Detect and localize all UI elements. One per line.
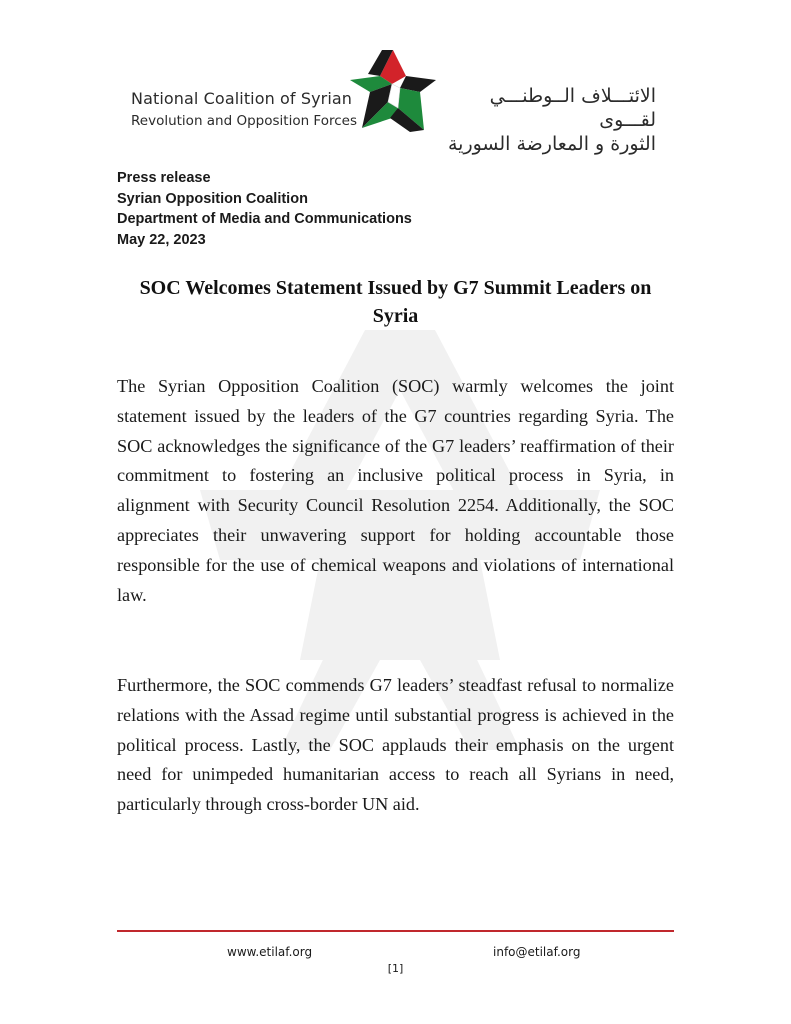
press-release-meta (117, 168, 412, 250)
body-paragraph-2: Furthermore, the SOC commends G7 leaders’ steadfast refusal to normalize relations with the Assad regime until substantial progress is achieved in the political process. Lastly, the SOC applauds their emphasis on the urgent need for unimpeded humanitarian access to reach all Syrians in need, particularly through cross-border UN aid. (117, 675, 674, 815)
org-name-english (131, 88, 357, 132)
letterhead (0, 0, 791, 155)
org-name-en-line2: Revolution and Opposition Forces (131, 113, 357, 129)
release-department: Department of Media and Communications (117, 211, 412, 227)
release-date: May 22, 2023 (117, 231, 206, 248)
coalition-star-logo-icon (348, 46, 438, 136)
page-title: SOC Welcomes Statement Issued by G7 Summit Leaders on Syria (139, 277, 652, 327)
body-paragraph-1: The Syrian Opposition Coalition (SOC) warmly welcomes the joint statement issued by the leaders of the G7 countries regarding Syria. The SOC acknowledges the significance of the G7 leaders’ reaffirmation of their commitment to fostering an inclusive political process in Syria, in alignment with Security Council Resolution 2254. Additionally, the SOC appreciates their unwavering support for holding accountable those responsible for the use of chemical weapons and violations of international law. (117, 376, 674, 605)
org-name-ar-line1: الائتـــلاف الــوطنـــي لقـــوى (489, 85, 656, 131)
footer-divider (117, 930, 674, 932)
org-name-ar-line2: الثورة و المعارضة السورية (447, 133, 656, 155)
release-organization: Syrian Opposition Coalition (117, 190, 308, 207)
footer-website-link[interactable]: www.etilaf.org (227, 945, 313, 959)
page-number: [1] (387, 962, 404, 975)
footer-email-link[interactable]: info@etilaf.org (493, 945, 581, 959)
org-name-arabic (440, 84, 656, 156)
release-type: Press release (117, 170, 211, 186)
org-name-en-line1: National Coalition of Syrian (131, 89, 353, 108)
